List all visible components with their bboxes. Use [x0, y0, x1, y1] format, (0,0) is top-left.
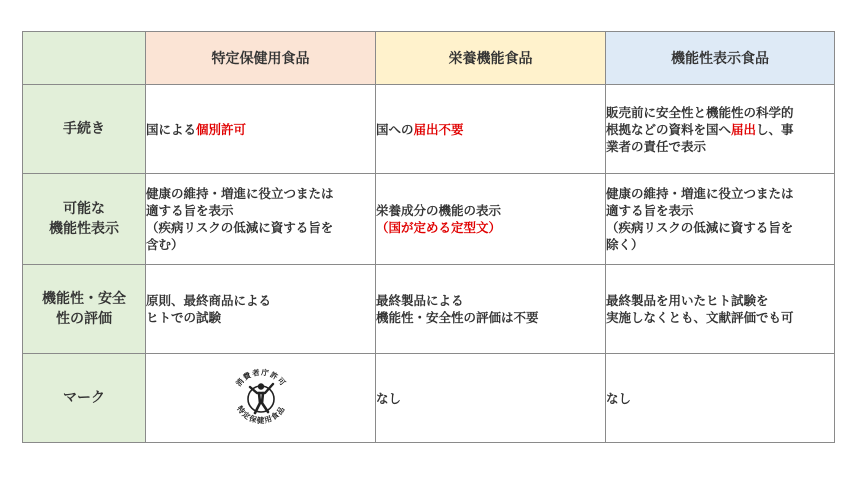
corner-cell — [23, 32, 146, 85]
text: し、事 — [756, 121, 794, 137]
row-label-evaluation — [23, 265, 146, 354]
table-row — [23, 354, 835, 443]
text-line: 実施しなくとも、文献評価でも可 — [606, 310, 794, 325]
text-line: （疾病リスクの低減に資する旨を — [146, 220, 334, 235]
highlight-text: （国が定める定型文） — [376, 220, 502, 235]
text-line: 機能性・安全性の評価は不要 — [376, 310, 539, 325]
tokuho-mark-icon — [226, 363, 296, 433]
label-line: 性の評価 — [56, 311, 112, 327]
text-line: （疾病リスクの低減に資する旨を — [606, 220, 794, 235]
text-line: 適する旨を表示 — [606, 203, 694, 218]
text-line: 栄養成分の機能の表示 — [376, 203, 502, 218]
label-line: 可能な — [63, 201, 105, 217]
row-label-mark: マーク — [23, 354, 146, 443]
row-label-procedure: 手続き — [23, 85, 146, 174]
text-line: 販売前に安全性と機能性の科学的 — [606, 104, 794, 120]
text-line: 健康の維持・増進に役立つまたは — [146, 186, 334, 201]
text-line: 原則、最終商品による — [146, 293, 272, 308]
highlight-text: 個別許可 — [196, 121, 247, 137]
tokuho-mark-wrap — [146, 354, 375, 442]
text-line — [606, 121, 834, 138]
text-line: 最終製品を用いたヒト試験を — [606, 293, 769, 308]
table-row — [23, 85, 835, 174]
comparison-table — [22, 31, 835, 443]
row-label-claims — [23, 174, 146, 265]
text: 根拠などの資料を国へ — [606, 121, 732, 137]
highlight-text: 届出不要 — [413, 121, 464, 137]
claims-eiyou — [376, 174, 606, 265]
label-line: 機能性・安全 — [42, 291, 126, 307]
mark-tokuho — [146, 354, 376, 443]
text-line: 健康の維持・増進に役立つまたは — [606, 186, 794, 201]
evaluation-tokuho — [146, 265, 376, 354]
procedure-kinousei — [606, 85, 835, 174]
text: 国による — [146, 121, 197, 137]
table-row — [23, 265, 835, 354]
seal-bottom-text: 特定保健用食品 — [234, 404, 287, 425]
procedure-eiyou — [376, 85, 606, 174]
text-line: 最終製品による — [376, 293, 464, 308]
text: 国への — [376, 121, 414, 137]
header-tokuho: 特定保健用食品 — [146, 32, 376, 85]
seal-top-text: 消費者庁許可 — [233, 367, 288, 389]
procedure-tokuho — [146, 85, 376, 174]
mark-kinousei: なし — [606, 354, 835, 443]
svg-text:特定保健用食品 — [234, 404, 286, 425]
evaluation-kinousei — [606, 265, 835, 354]
text-line: 適する旨を表示 — [146, 203, 234, 218]
label-line: 機能性表示 — [49, 221, 119, 237]
header-row — [23, 32, 835, 85]
text-line: 業者の責任で表示 — [606, 138, 707, 154]
text-line: ヒトでの試験 — [146, 310, 222, 325]
mark-eiyou: なし — [376, 354, 606, 443]
evaluation-eiyou — [376, 265, 606, 354]
claims-kinousei — [606, 174, 835, 265]
text-line: 含む） — [146, 237, 184, 252]
table-row — [23, 174, 835, 265]
claims-tokuho — [146, 174, 376, 265]
header-kinousei: 機能性表示食品 — [606, 32, 835, 85]
header-eiyou: 栄養機能食品 — [376, 32, 606, 85]
highlight-text: 届出 — [731, 121, 757, 137]
text-line: 除く） — [606, 237, 644, 252]
